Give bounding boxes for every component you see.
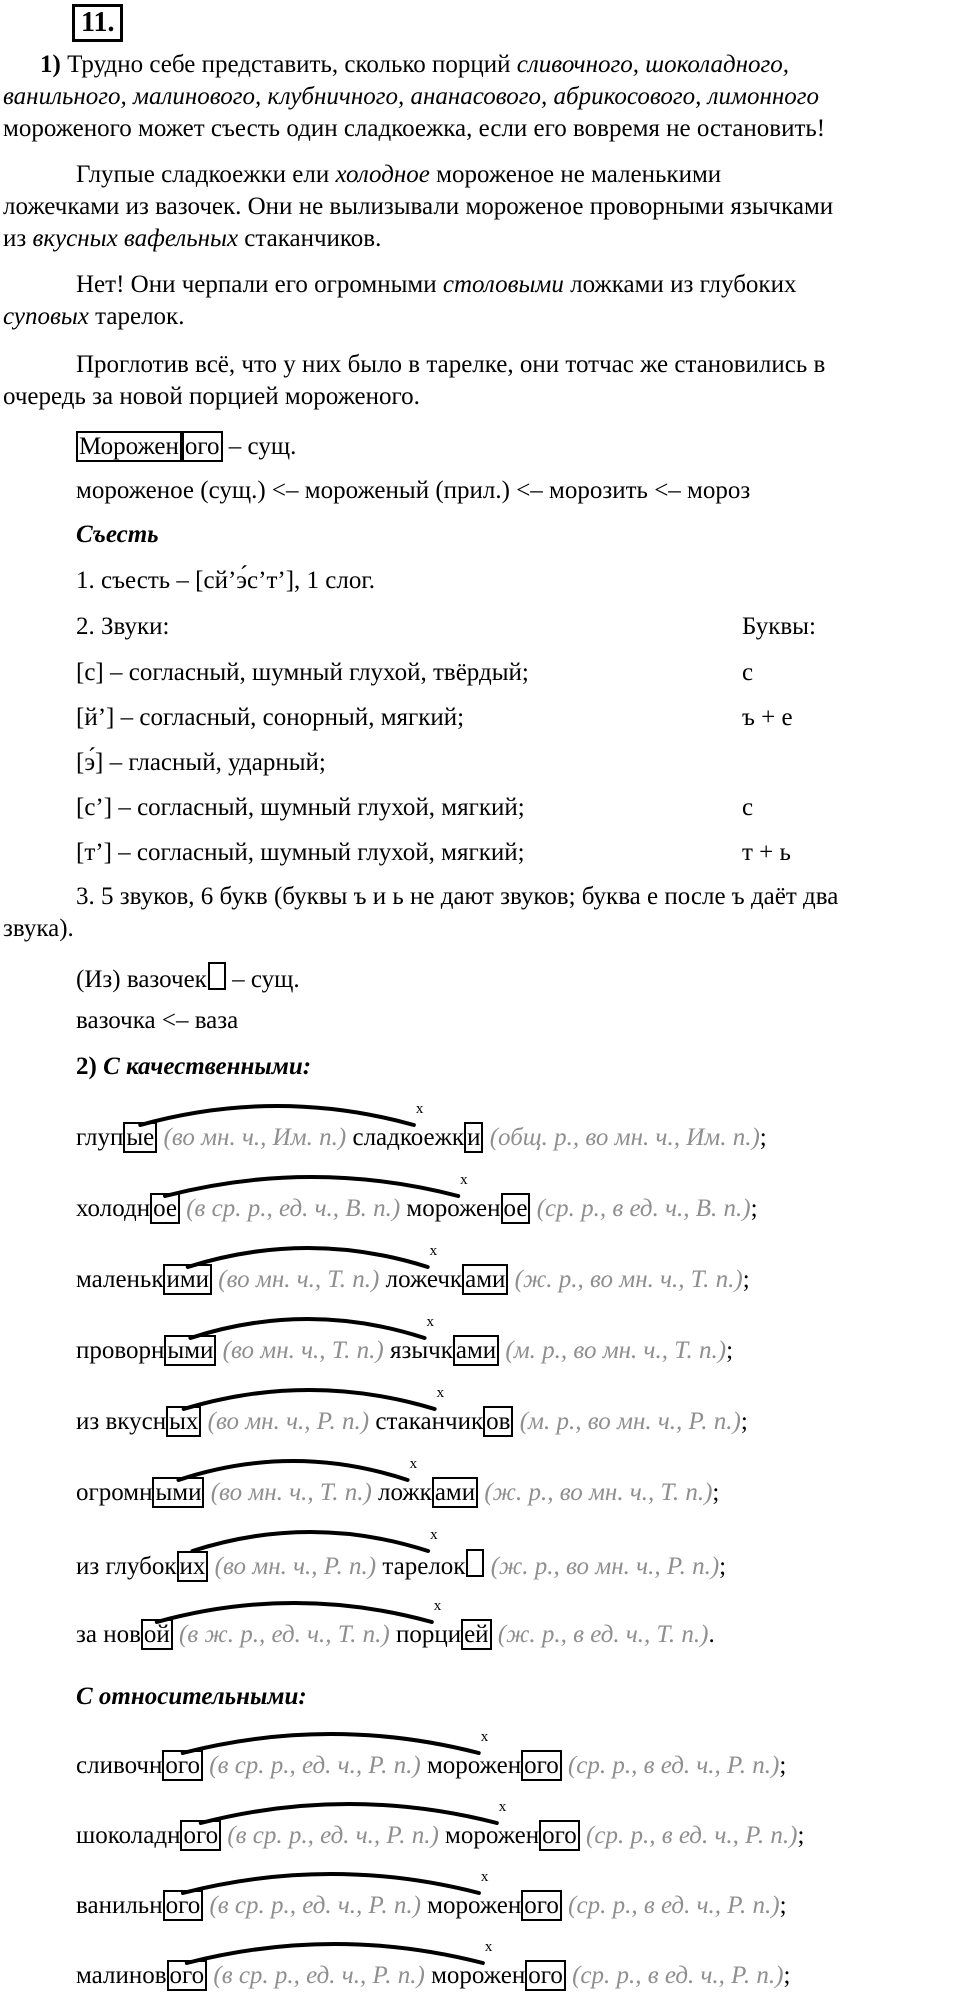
paragraph-3-line-1 bbox=[76, 270, 796, 300]
adjective-ending: ого bbox=[162, 1750, 203, 1781]
zero-ending-box bbox=[208, 962, 226, 990]
paragraph-2-line-1 bbox=[76, 160, 721, 190]
arc-x-mark: x bbox=[433, 1598, 442, 1614]
noun-ending: ого bbox=[539, 1820, 580, 1851]
paragraph-1-line-2 bbox=[3, 82, 819, 112]
phrase-row bbox=[76, 1751, 786, 1781]
adjective-stem: огромн bbox=[76, 1479, 153, 1506]
sound-row: [с] – согласный, шумный глухой, твёрдый; bbox=[76, 659, 529, 686]
sound-letters: т + ь bbox=[742, 839, 791, 866]
phrase-row bbox=[76, 1407, 748, 1437]
sound-letters: с bbox=[742, 659, 754, 686]
punctuation: ; bbox=[726, 1337, 734, 1364]
arc-x-mark: x bbox=[409, 1456, 418, 1472]
noun-ending: и bbox=[464, 1122, 483, 1153]
adjective-ending: ых bbox=[166, 1406, 201, 1437]
adjective-ending: ими bbox=[163, 1264, 212, 1295]
paragraph-4-line-2: очередь за новой порцией мороженого. bbox=[3, 383, 420, 410]
p3a-run-0: Нет! Они черпали его огромными bbox=[76, 271, 443, 298]
paragraph-1-line-3: мороженого может съесть один сладкоежка, если его вовремя не остановить! bbox=[3, 115, 826, 142]
quality-heading-text: С качественными: bbox=[103, 1053, 312, 1080]
noun-ending: ое bbox=[501, 1193, 531, 1224]
phonetic-item-3: 3. 5 звуков, 6 букв (буквы ъ и ь не дают звуков; буква е после ъ даёт два bbox=[76, 883, 839, 910]
phrase-row bbox=[76, 1549, 726, 1582]
phrase-row bbox=[76, 1123, 767, 1153]
arc-x-mark: x bbox=[460, 1172, 468, 1188]
noun-stem: морожен bbox=[406, 1195, 501, 1222]
phrase-row bbox=[76, 1478, 719, 1508]
noun-grammar: (ср. р., в ед. ч., Р. п.) bbox=[572, 1962, 784, 1989]
noun-stem: стаканчик bbox=[375, 1408, 484, 1435]
derivation-chain-2: вазочка <– ваза bbox=[76, 1007, 239, 1034]
adjective-grammar: (в ср. р., ед. ч., Р. п.) bbox=[213, 1962, 425, 1989]
zero-ending-box bbox=[466, 1549, 484, 1577]
punctuation: ; bbox=[759, 1124, 767, 1151]
paragraph-4-line-1: Проглотив всё, что у них было в тарелке, они тотчас же становились в bbox=[76, 351, 826, 378]
adjective-stem: проворн bbox=[76, 1337, 165, 1364]
paragraph-2-line-2: ложечками из вазочек. Они не вылизывали мороженое проворными язычками bbox=[3, 193, 834, 220]
punctuation: . bbox=[708, 1621, 715, 1648]
noun-ending: ей bbox=[461, 1619, 491, 1650]
adjective-ending: ого bbox=[180, 1820, 221, 1851]
sound-row: [й’] – согласный, сонорный, мягкий; bbox=[76, 704, 465, 731]
p1b-run-0: ванильного, малинового, клубничного, ананасового, абрикосового, лимонного bbox=[3, 83, 820, 110]
part-of-speech: – сущ. bbox=[222, 433, 297, 460]
punctuation: ; bbox=[783, 1962, 791, 1989]
p2c-run-0: из bbox=[3, 225, 33, 252]
paragraph-3-line-2 bbox=[3, 302, 184, 332]
arc-x-mark: x bbox=[480, 1729, 489, 1745]
p2c-run-1: вкусных вафельных bbox=[32, 225, 239, 252]
p1-run-1: сливочного, шоколадного, bbox=[516, 51, 790, 78]
noun-ending: ов bbox=[483, 1406, 513, 1437]
sound-row: [э́] – гласный, ударный; bbox=[76, 749, 326, 776]
sound-row: [т’] – согласный, шумный глухой, мягкий; bbox=[76, 839, 525, 866]
noun-stem: тарелок bbox=[382, 1553, 466, 1580]
morpheme-word-2 bbox=[76, 962, 300, 995]
section-heading-sest: Съесть bbox=[76, 521, 159, 548]
punctuation: ; bbox=[779, 1752, 787, 1779]
noun-grammar: (ср. р., в ед. ч., Р. п.) bbox=[567, 1752, 780, 1779]
arc-x-mark: x bbox=[430, 1527, 438, 1543]
adjective-stem: сливочн bbox=[76, 1752, 163, 1779]
ending-box: ого bbox=[182, 431, 223, 462]
derivation-chain: мороженое (сущ.) <– мороженый (прил.) <– морозить <– мороз bbox=[76, 477, 751, 504]
noun-stem: морожен bbox=[426, 1752, 522, 1779]
adjective-stem: маленьк bbox=[76, 1266, 164, 1293]
adjective-grammar: (во мн. ч., Т. п.) bbox=[210, 1479, 372, 1506]
punctuation: ; bbox=[712, 1479, 720, 1506]
noun-stem: язычк bbox=[389, 1337, 453, 1364]
noun-stem: морожен bbox=[445, 1822, 540, 1849]
paragraph-1-line-1 bbox=[40, 50, 789, 80]
punctuation: ; bbox=[779, 1892, 787, 1919]
noun-grammar: (м. р., во мн. ч., Р. п.) bbox=[519, 1408, 741, 1435]
noun-stem: сладкоежк bbox=[352, 1124, 465, 1151]
adjective-grammar: (в ж. р., ед. ч., Т. п.) bbox=[179, 1621, 390, 1648]
letters-header: Буквы: bbox=[742, 613, 816, 640]
arc-x-mark: x bbox=[480, 1869, 489, 1885]
p3a-run-2: ложками из глубоких bbox=[563, 271, 797, 298]
adjective-stem: из глубок bbox=[76, 1553, 177, 1580]
adjective-stem: шоколадн bbox=[76, 1822, 181, 1849]
root-box: Морожен bbox=[76, 431, 182, 462]
noun-grammar: (ж. р., в ед. ч., Т. п.) bbox=[497, 1621, 709, 1648]
noun-ending: ого bbox=[521, 1750, 562, 1781]
noun-ending: ого bbox=[525, 1960, 566, 1991]
adjective-ending: ого bbox=[163, 1890, 204, 1921]
adjective-ending: ыми bbox=[152, 1477, 204, 1508]
phrase-row bbox=[76, 1891, 787, 1921]
phrase-row bbox=[76, 1620, 715, 1650]
adjective-stem: ванильн bbox=[76, 1892, 163, 1919]
adjective-grammar: (во мн. ч., Р. п.) bbox=[214, 1553, 377, 1580]
adjective-stem: глуп bbox=[76, 1124, 124, 1151]
noun-grammar: (м. р., во мн. ч., Т. п.) bbox=[505, 1337, 727, 1364]
phrase-row bbox=[76, 1265, 750, 1295]
noun-stem: ложк bbox=[378, 1479, 432, 1506]
arc-x-mark: x bbox=[415, 1101, 424, 1117]
p2a-run-2: мороженое не маленькими bbox=[429, 161, 722, 188]
adjective-grammar: (во мн. ч., Им. п.) bbox=[163, 1124, 347, 1151]
part-of-speech: – сущ. bbox=[225, 966, 300, 993]
phrase-row bbox=[76, 1961, 790, 1991]
paragraph-1-text bbox=[67, 51, 789, 78]
adjective-grammar: (в ср. р., ед. ч., Р. п.) bbox=[227, 1822, 439, 1849]
arc-x-mark: x bbox=[436, 1385, 445, 1401]
adjective-ending: ое bbox=[150, 1193, 180, 1224]
arc-x-mark: x bbox=[426, 1314, 435, 1330]
punctuation: ; bbox=[742, 1266, 750, 1293]
adjective-grammar: (в ср. р., ед. ч., В. п.) bbox=[186, 1195, 401, 1222]
noun-grammar: (общ. р., во мн. ч., Им. п.) bbox=[489, 1124, 760, 1151]
preposition: (Из) bbox=[76, 966, 127, 993]
noun-grammar: (ж. р., во мн. ч., Р. п.) bbox=[490, 1553, 720, 1580]
punctuation: ; bbox=[750, 1195, 758, 1222]
sound-letters: с bbox=[742, 794, 754, 821]
relative-heading: С относительными: bbox=[76, 1683, 307, 1710]
p2a-run-1: холодное bbox=[335, 161, 430, 188]
adjective-stem: из вкусн bbox=[76, 1408, 167, 1435]
word-vazochek: вазочек bbox=[126, 966, 207, 993]
phonetic-item-1: 1. съесть – [сй’э́с’т’], 1 слог. bbox=[76, 567, 376, 594]
morpheme-word-1 bbox=[76, 432, 296, 462]
sound-row: [с’] – согласный, шумный глухой, мягкий; bbox=[76, 794, 525, 821]
noun-grammar: (ср. р., в ед. ч., В. п.) bbox=[536, 1195, 751, 1222]
noun-ending: ами bbox=[453, 1335, 499, 1366]
noun-grammar: (ср. р., в ед. ч., Р. п.) bbox=[568, 1892, 780, 1919]
adjective-stem: малинов bbox=[76, 1962, 167, 1989]
noun-grammar: (ж. р., во мн. ч., Т. п.) bbox=[484, 1479, 713, 1506]
adjective-grammar: (в ср. р., ед. ч., Р. п.) bbox=[209, 1892, 421, 1919]
noun-stem: порци bbox=[395, 1621, 462, 1648]
adjective-ending: ого bbox=[167, 1960, 208, 1991]
quality-heading bbox=[76, 1052, 311, 1082]
adjective-grammar: (в ср. р., ед. ч., Р. п.) bbox=[209, 1752, 421, 1779]
punctuation: ; bbox=[797, 1822, 805, 1849]
noun-ending: ами bbox=[462, 1264, 508, 1295]
noun-stem: ложечк bbox=[385, 1266, 463, 1293]
noun-stem: морожен bbox=[431, 1962, 526, 1989]
p3b-run-1: тарелок. bbox=[88, 303, 185, 330]
phonetic-item-2: 2. Звуки: bbox=[76, 613, 170, 640]
arc-x-mark: x bbox=[484, 1939, 493, 1955]
noun-grammar: (ж. р., во мн. ч., Т. п.) bbox=[514, 1266, 743, 1293]
noun-ending: ого bbox=[521, 1890, 562, 1921]
arc-x-mark: x bbox=[498, 1799, 507, 1815]
part-number: 1) bbox=[40, 51, 61, 78]
p2c-run-2: стаканчиков. bbox=[238, 225, 382, 252]
adjective-grammar: (во мн. ч., Т. п.) bbox=[222, 1337, 384, 1364]
noun-stem: морожен bbox=[427, 1892, 522, 1919]
adjective-grammar: (во мн. ч., Р. п.) bbox=[207, 1408, 370, 1435]
punctuation: ; bbox=[740, 1408, 748, 1435]
p3a-run-1: столовыми bbox=[442, 271, 564, 298]
adjective-stem: холодн bbox=[76, 1195, 151, 1222]
arc-x-mark: x bbox=[429, 1243, 438, 1259]
phonetic-item-3-cont: звука). bbox=[3, 915, 74, 942]
adjective-stem: за нов bbox=[76, 1621, 141, 1648]
noun-grammar: (ср. р., в ед. ч., Р. п.) bbox=[586, 1822, 798, 1849]
adjective-grammar: (во мн. ч., Т. п.) bbox=[218, 1266, 380, 1293]
adjective-ending: ые bbox=[123, 1122, 157, 1153]
part-2-number: 2) bbox=[76, 1053, 97, 1080]
phrase-row bbox=[76, 1336, 733, 1366]
phrase-row bbox=[76, 1194, 758, 1224]
adjective-ending: их bbox=[177, 1551, 209, 1582]
punctuation: ; bbox=[719, 1553, 727, 1580]
phrase-row bbox=[76, 1821, 804, 1851]
adjective-ending: ыми bbox=[164, 1335, 216, 1366]
sound-letters: ъ + е bbox=[742, 704, 793, 731]
adjective-ending: ой bbox=[141, 1619, 173, 1650]
paragraph-2-line-3 bbox=[3, 224, 381, 254]
noun-ending: ами bbox=[432, 1477, 478, 1508]
p2a-run-0: Глупые сладкоежки ели bbox=[76, 161, 336, 188]
p1-run-0: Трудно себе представить, сколько порций bbox=[67, 51, 517, 78]
exercise-number: 11. bbox=[72, 4, 123, 42]
p3b-run-0: суповых bbox=[3, 303, 89, 330]
